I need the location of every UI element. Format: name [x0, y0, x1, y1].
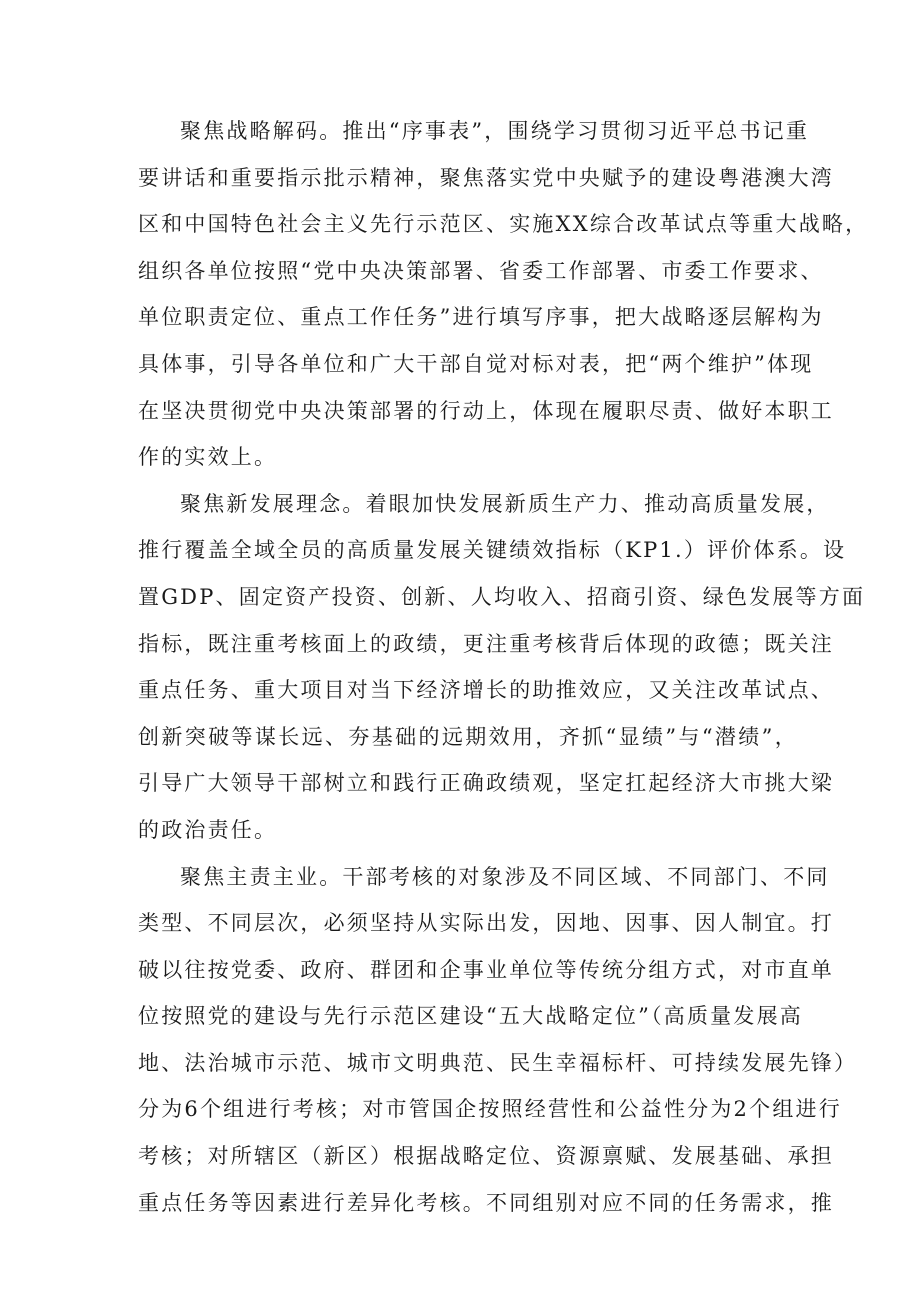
text-line: 重点任务等因素进行差异化考核。不同组别对应不同的任务需求，推 [138, 1190, 834, 1215]
text-line: 创新突破等谋长远、夯基础的远期效用，齐抓“显绩”与“潜绩”， [138, 724, 798, 749]
text-line: 破以往按党委、政府、群团和企事业单位等传统分组方式，对市直单 [138, 957, 834, 982]
text-line: 作的实效上。 [138, 445, 278, 470]
text-line: 在坚决贯彻党中央决策部署的行动上，体现在履职尽责、做好本职工 [138, 398, 834, 423]
text-line: 要讲话和重要指示批示精神，聚焦落实党中央赋予的建设粤港澳大湾 [138, 165, 834, 190]
text-line: 重点任务、重大项目对当下经济增长的助推效应，又关注改革试点、 [138, 678, 834, 703]
text-line: 聚焦主责主业。干部考核的对象涉及不同区域、不同部门、不同 [180, 864, 830, 889]
text-line: 置GDP、固定资产投资、创新、人均收入、招商引资、绿色发展等方面 [138, 584, 866, 609]
text-line: 聚焦新发展理念。着眼加快发展新质生产力、推动高质量发展， [180, 491, 830, 516]
text-line: 指标，既注重考核面上的政绩，更注重考核背后体现的政德；既关注 [138, 631, 834, 656]
text-line: 引导广大领导干部树立和践行正确政绩观，坚定扛起经济大市挑大梁 [138, 771, 834, 796]
text-line: 考核；对所辖区（新区）根据战略定位、资源禀赋、发展基础、承担 [138, 1144, 834, 1169]
text-line: 的政治责任。 [138, 817, 278, 842]
document-body [138, 108, 869, 1226]
text-line: 具体事，引导各单位和广大干部自觉对标对表，把“两个维护”体现 [138, 351, 814, 376]
text-line: 单位职责定位、重点工作任务”进行填写序事，把大战略逐层解构为 [138, 305, 824, 330]
text-line: 地、法治城市示范、城市文明典范、民生幸福标杆、可持续发展先锋） [138, 1050, 858, 1075]
paragraph-new-development-concept [138, 481, 866, 854]
text-line: 分为6个组进行考核；对市管国企按照经营性和公益性分为2个组进行 [138, 1097, 842, 1122]
text-line: 推行覆盖全域全员的高质量发展关键绩效指标（KP1.）评价体系。设 [138, 538, 847, 563]
text-line: 区和中国特色社会主义先行示范区、实施XX综合改革试点等重大战略， [138, 212, 869, 237]
text-line: 位按照党的建设与先行示范区建设“五大战略定位”（高质量发展高 [138, 1004, 803, 1029]
text-line: 类型、不同层次，必须坚持从实际出发，因地、因事、因人制宜。打 [138, 911, 834, 936]
paragraph-strategy-decoding [138, 108, 869, 481]
paragraph-main-responsibilities [138, 854, 858, 1227]
text-line: 组织各单位按照“党中央决策部署、省委工作部署、市委工作要求、 [138, 258, 824, 283]
text-line: 聚焦战略解码。推出“序事表”，围绕学习贯彻习近平总书记重 [180, 119, 810, 143]
